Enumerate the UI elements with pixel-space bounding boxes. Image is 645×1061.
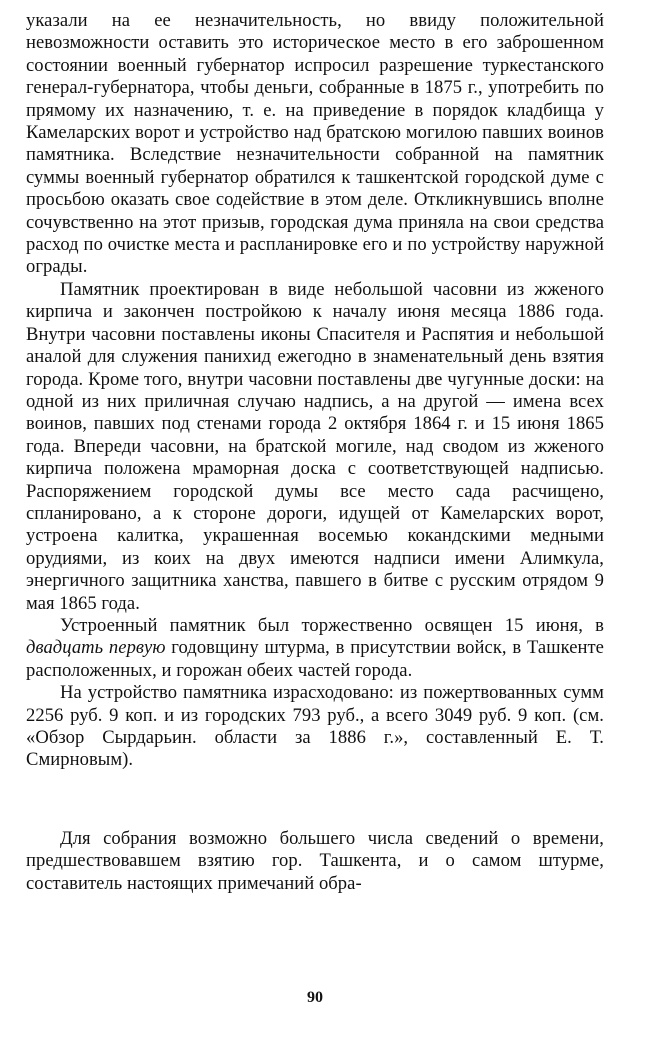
paragraph-3-italic: двадцать первую [26, 637, 166, 659]
page-number: 90 [307, 989, 323, 1006]
document-page [26, 10, 604, 1050]
paragraph-1: указали на ее незначительность, но ввиду положительной невозможности оставить это историческое место в его заброшенном состоянии военный губернатор испросил разрешение туркестанского генерал-губернатора, чтобы деньги, собранные в 1875 г., употребить по прямому их назначению, т. е. на приведение в порядок кладбища у Камеларских ворот и устройство над братскою могилою павших воинов памятника. Вследствие незначительности собранной на памятник суммы военный губернатор обратился к ташкентской городской думе с просьбою оказать свое содействие в этом деле. Откликнувшись вполне сочувственно на этот призыв, городская дума приняла на свои средства расход по очистке места и распланировке его и по устройству наружной ограды. [26, 10, 604, 278]
section-gap [26, 772, 604, 828]
paragraph-3-before: Устроенный памятник был торжественно освящен 15 июня, в [60, 614, 604, 636]
paragraph-3-after: годовщину штурма, в присутствии войск, в Ташкенте расположенных, и горожан обеих частей города. [26, 637, 604, 681]
paragraph-5: Для собрания возможно большего числа сведений о времени, предшествовавшем взятию гор. Ташкента, и о самом штурме, составитель настоящих примечаний обра- [26, 827, 604, 894]
paragraph-4: На устройство памятника израсходовано: из пожертвованных сумм 2256 руб. 9 коп. и из городских 793 руб., а всего 3049 руб. 9 коп. (см. «Обзор Сырдарьин. области за 1886 г.», составленный Е. Т. Смирновым). [26, 682, 604, 771]
paragraph-3 [26, 615, 604, 682]
paragraph-2: Памятник проектирован в виде небольшой часовни из жженого кирпича и закончен постройкою к началу июня месяца 1886 года. Внутри часовни поставлены иконы Спасителя и Распятия и небольшой аналой для служения панихид ежегодно в знаменательный день взятия города. Кроме того, внутри часовни поставлены две чугунные доски: на одной из них приличная случаю надпись, а на другой — имена всех воинов, павших под стенами города 2 октября 1864 г. и 15 июня 1865 года. Впереди часовни, на братской могиле, над сводом из жженого кирпича положена мраморная доска с соответствующей надписью. Распоряжением городской думы все место сада расчищено, спланировано, а к стороне дороги, идущей от Камеларских ворот, устроена калитка, украшенная восемью кокандскими медными орудиями, из коих на двух имеются надписи имени Алимкула, энергичного защитника ханства, павшего в битве с русским отрядом 9 мая 1865 года. [26, 278, 604, 614]
